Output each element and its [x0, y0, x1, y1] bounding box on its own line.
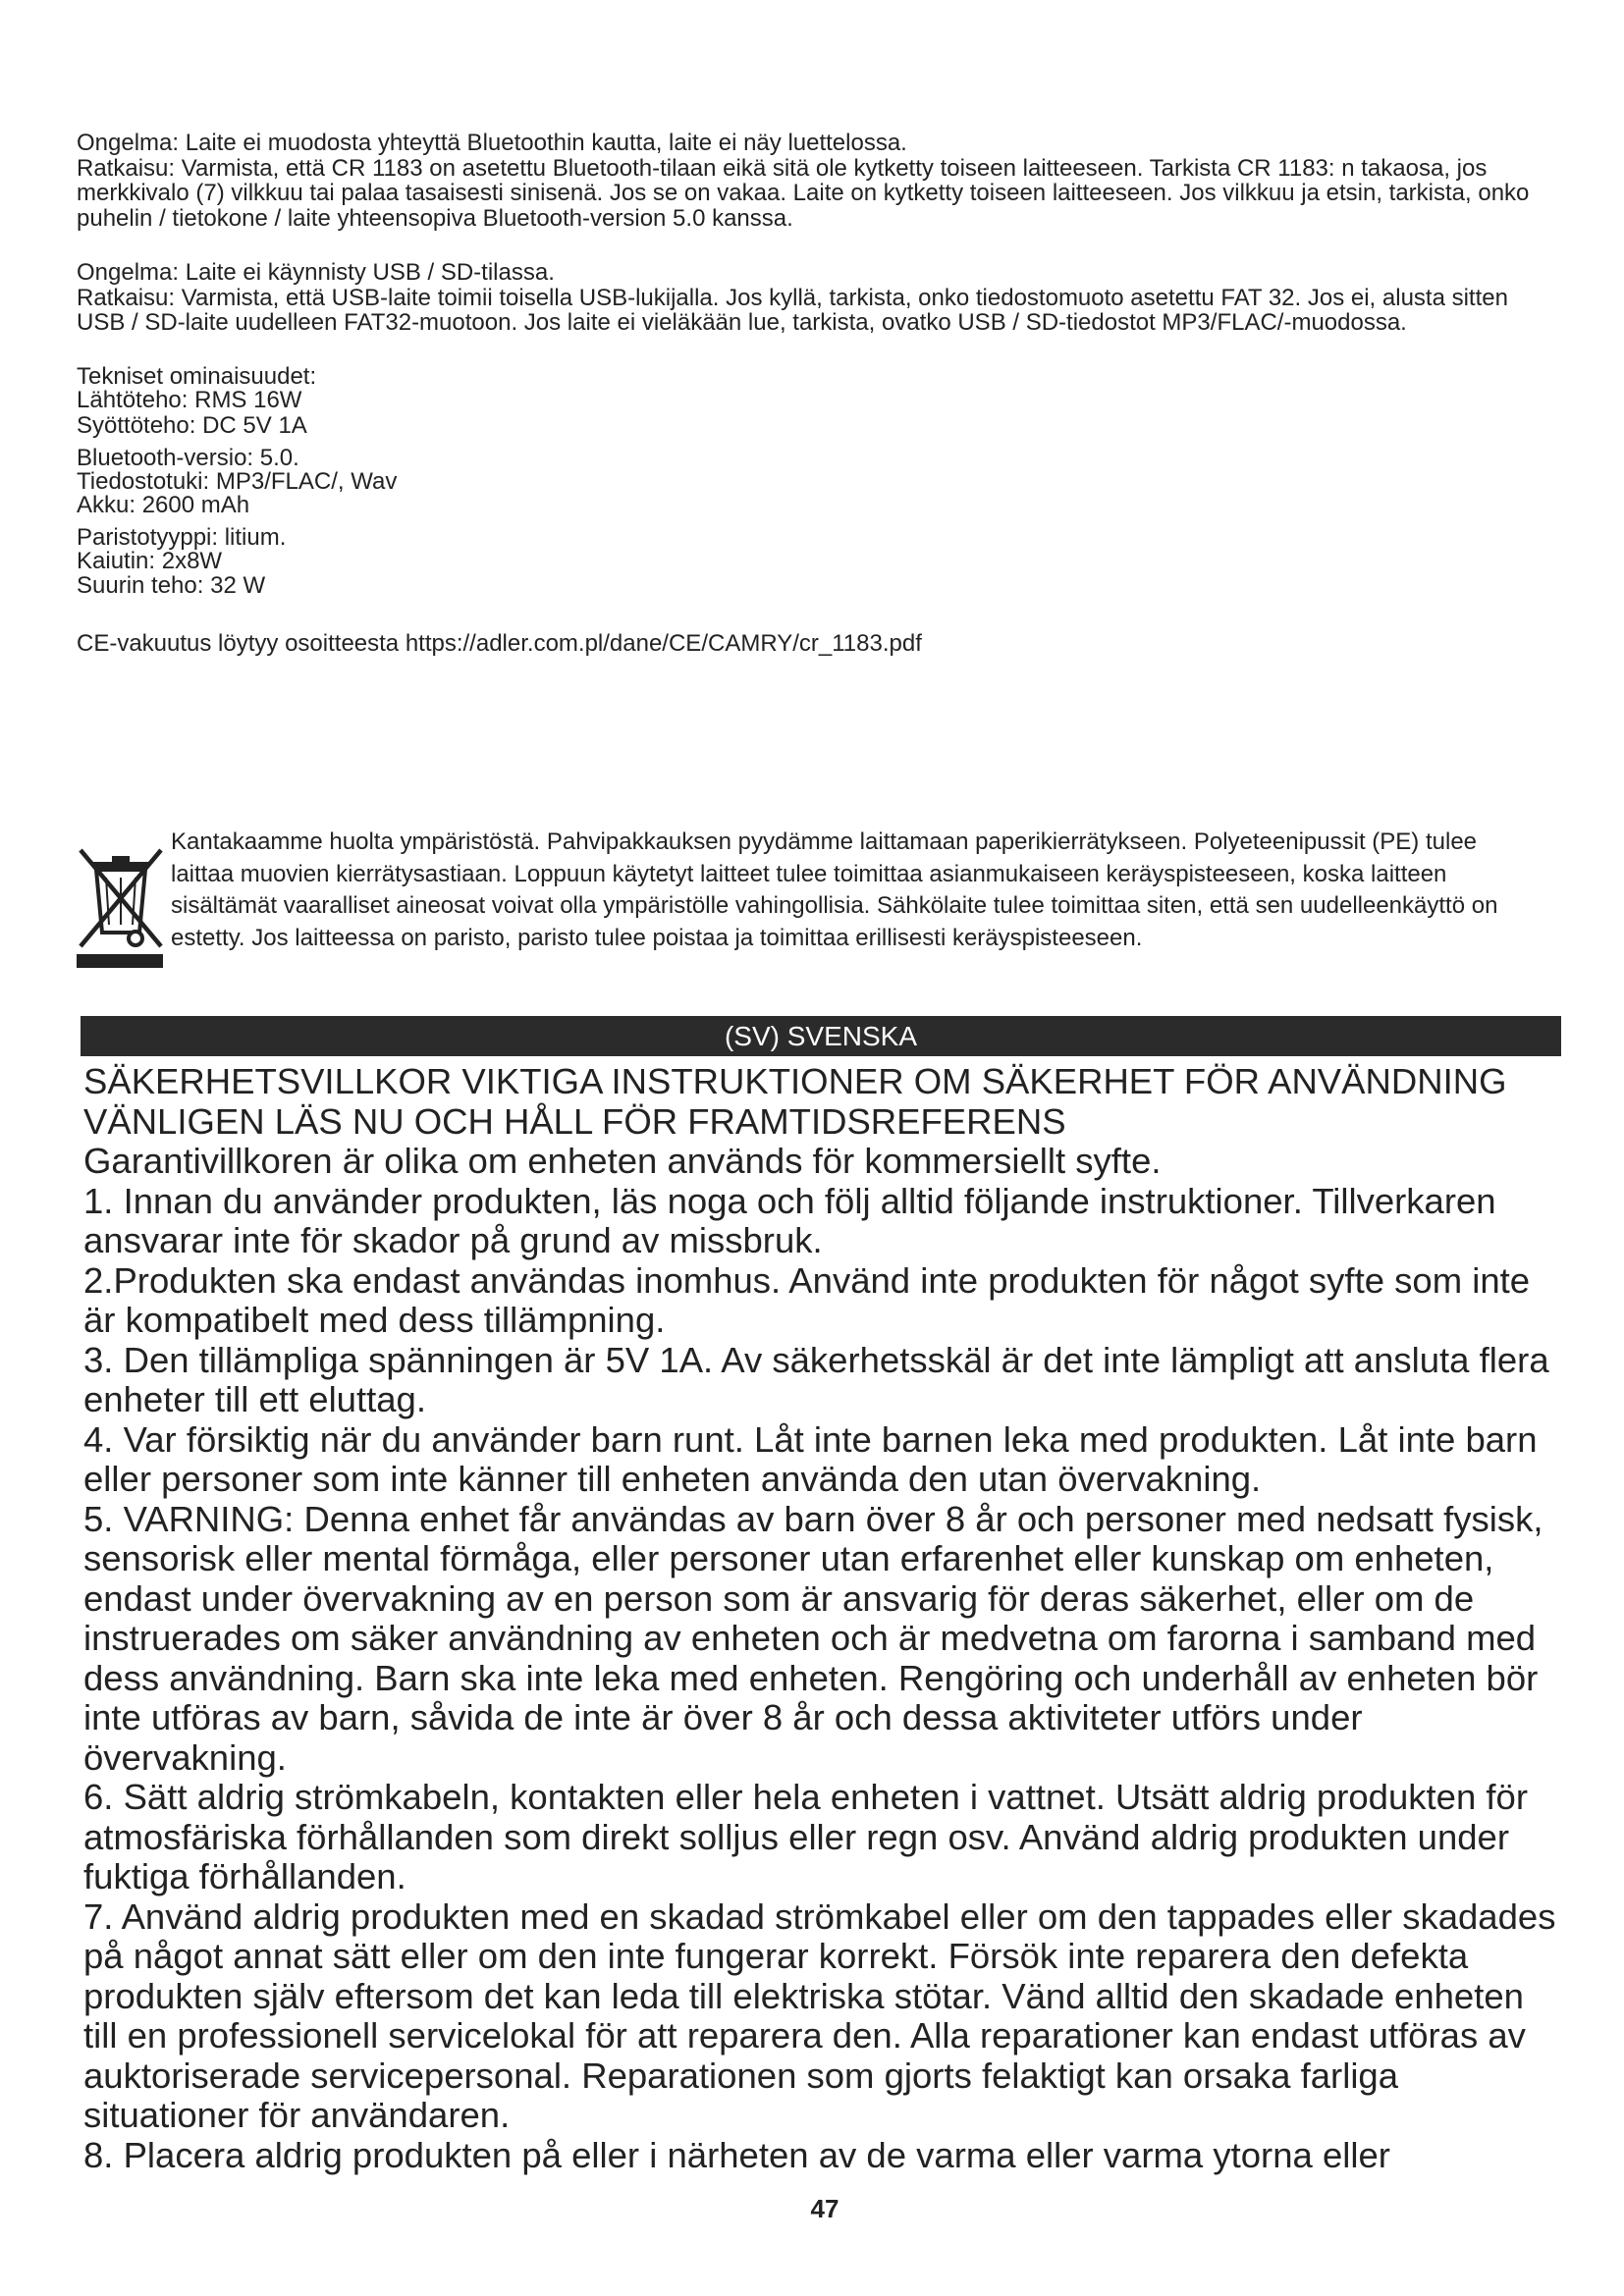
text-line: Ratkaisu: Varmista, että USB-laite toimii toisella USB-lukijalla. Jos kyllä, tarkista, onko tiedostomuoto asetettu FAT 32. Jos ei, alusta sitten [77, 284, 1508, 311]
text-line: enheter till ett eluttag. [83, 1379, 426, 1419]
spec-file-support: Tiedostotuki: MP3/FLAC/, Wav [77, 468, 398, 495]
text-line: på något annat sätt eller om den inte fungerar korrekt. Försök inte reparera den defekta [83, 1936, 1469, 1976]
spec-input-power: Syöttöteho: DC 5V 1A [77, 412, 307, 439]
text-line: övervakning. [83, 1736, 287, 1778]
safety-instructions-sv [83, 1062, 1555, 2175]
spec-bluetooth-version: Bluetooth-versio: 5.0. [77, 445, 299, 471]
text-line: sensorisk eller mental förmåga, eller personer utan erfarenhet eller kunskap om enheten, [83, 1538, 1494, 1578]
text-line: instruerades om säker användning av enheten och är medvetna om farorna i samband med [83, 1618, 1537, 1658]
specs-heading: Tekniset ominaisuudet: [77, 363, 317, 390]
crossed-out-wheelie-bin-icon [77, 836, 165, 968]
text-line: dess användning. Barn ska inte leka med enheten. Rengöring och underhåll av enheten bör [83, 1657, 1539, 1698]
text-line: auktoriserade servicepersonal. Reparationen som gjorts felaktigt kan orsaka farliga [83, 2055, 1399, 2096]
section-label: (SV) SVENSKA [724, 1021, 918, 1051]
ce-notice: CE-vakuutus löytyy osoitteesta https://adler.com.pl/dane/CE/CAMRY/cr_1183.pdf [77, 630, 922, 657]
text-line: är kompatibelt med dess tillämpning. [83, 1300, 666, 1340]
text-line: Ratkaisu: Varmista, että CR 1183 on asetettu Bluetooth-tilaan eikä sitä ole kytketty toiseen laitteeseen. Tarkista CR 1183: n takaosa, jos [77, 154, 1488, 182]
text-line: 6. Sätt aldrig strömkabeln, kontakten eller hela enheten i vattnet. Utsätt aldrig produkten för [83, 1777, 1528, 1817]
text-line: situationer för användaren. [83, 2095, 511, 2135]
section-header-bar [81, 1016, 1561, 1056]
technical-specifications [77, 0, 960, 609]
text-line: puhelin / tietokone / laite yhteensopiva Bluetooth-version 5.0 kanssa. [77, 204, 793, 232]
text-line: 1. Innan du använder produkten, läs noga och följ alltid följande instruktioner. Tillverkaren [83, 1180, 1496, 1221]
spec-max-power: Suurin teho: 32 W [77, 572, 266, 599]
text-line: merkkivalo (7) vilkkuu tai palaa tasaisesti sinisenä. Jos se on vakaa. Laite on kytketty toiseen laitteeseen. Jos vilkkuu ja etsin, tarkista, onko [77, 180, 1530, 206]
spec-battery-type: Paristotyyppi: litium. [77, 524, 287, 551]
text-line: endast under övervakning av en person som är ansvarig för deras säkerhet, eller om de [83, 1577, 1475, 1619]
text-line: Garantivillkoren är olika om enheten används för kommersiellt syfte. [83, 1141, 1162, 1181]
text-line: inte utföras av barn, såvida de inte är över 8 år och dessa aktiviteter utförs under [83, 1697, 1363, 1737]
text-line: 7. Använd aldrig produkten med en skadad strömkabel eller om den tappades eller skadades [83, 1896, 1556, 1937]
text-line: ansvarar inte för skador på grund av missbruk. [83, 1220, 823, 1260]
text-line: estetty. Jos laitteessa on paristo, paristo tulee poistaa ja toimittaa erillisesti keräyspisteeseen. [171, 924, 1143, 951]
text-line: 5. VARNING: Denna enhet får användas av barn över 8 år och personer med nedsatt fysisk, [83, 1498, 1543, 1539]
text-line: laittaa muovien kierrätysastiaan. Loppuun käytetyt laitteet tulee toimittaa asianmukaiseen keräyspisteeseen, koska laitteen [171, 860, 1447, 887]
text-line: Kantakaamme huolta ympäristöstä. Pahvipakkauksen pyydämme laittamaan paperikierrätykseen. Polyeteenipussit (PE) tulee [171, 828, 1478, 855]
text-line: atmosfäriska förhållanden som direkt solljus eller regn osv. Använd aldrig produkten under [83, 1816, 1509, 1857]
spec-battery: Akku: 2600 mAh [77, 492, 250, 518]
text-line: Ongelma: Laite ei käynnisty USB / SD-tilassa. [77, 259, 555, 286]
text-line: 2.Produkten ska endast användas inomhus. Använd inte produkten för något syfte som inte [83, 1259, 1531, 1301]
text-line: sisältämät vaaralliset aineosat voivat olla ympäristölle vahingollisia. Sähkölaite tulee toimittaa siten, että sen uudelleenkäyttö on [171, 892, 1498, 919]
text-line: eller personer som inte känner till enheten använda den utan övervakning. [83, 1459, 1262, 1499]
text-line: 8. Placera aldrig produkten på eller i närheten av de varma eller varma ytorna eller [83, 2134, 1390, 2175]
text-line: 3. Den tillämpliga spänningen är 5V 1A. Av säkerhetsskäl är det inte lämpligt att ansluta flera [83, 1339, 1549, 1380]
text-line: fuktiga förhållanden. [83, 1856, 406, 1896]
recycling-notice [171, 827, 1497, 954]
text-line: USB / SD-laite uudelleen FAT32-muotoon. Jos laite ei vieläkään lue, tarkista, ovatko USB / SD-tiedostot MP3/FLAC/-muodossa. [77, 309, 1407, 336]
text-line: produkten själv eftersom det kan leda till elektriska stötar. Vänd alltid den skadade enheten [83, 1975, 1524, 2016]
page-number: 47 [810, 2194, 839, 2223]
spec-output-power: Lähtöteho: RMS 16W [77, 387, 302, 413]
heading-line: VÄNLIGEN LÄS NU OCH HÅLL FÖR FRAMTIDSREFERENS [83, 1100, 1066, 1142]
spec-speakers: Kaiutin: 2x8W [77, 548, 223, 574]
text-line: Ongelma: Laite ei muodosta yhteyttä Bluetoothin kautta, laite ei näy luettelossa. [77, 130, 907, 156]
text-line: 4. Var försiktig när du använder barn runt. Låt inte barnen leka med produkten. Låt inte barn [83, 1418, 1538, 1460]
text-line: till en professionell servicelokal för att reparera den. Alla reparationer kan endast utföras av [83, 2015, 1526, 2056]
heading-line: SÄKERHETSVILLKOR VIKTIGA INSTRUKTIONER OM SÄKERHET FÖR ANVÄNDNING [83, 1061, 1507, 1101]
